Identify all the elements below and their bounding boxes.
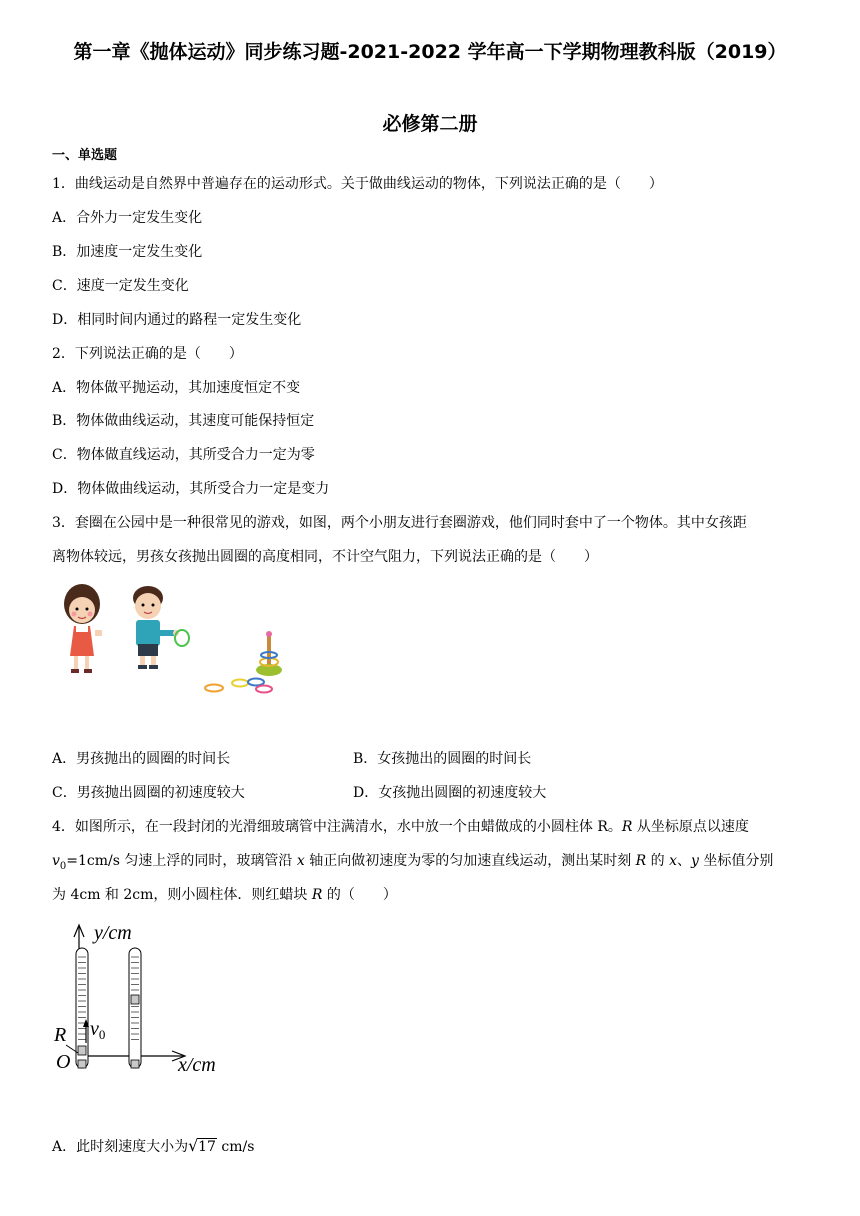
sqrt-expression: √ 17 [188, 1136, 216, 1155]
q3-option-c: C．男孩抛出圆圈的初速度较大 [52, 785, 245, 801]
held-ring [175, 630, 189, 646]
boy-figure [133, 586, 179, 669]
wax-block-r [78, 1046, 86, 1055]
q3-stem-line1: 3．套圈在公园中是一种很常见的游戏，如图，两个小朋友进行套圈游戏，他们同时套中了一个物体。其中女孩距 [52, 515, 747, 531]
q2-option-d: D．物体做曲线运动，其所受合力一定是变力 [52, 481, 330, 497]
label-x-axis: x/cm [178, 1054, 216, 1076]
label-origin: O [56, 1051, 71, 1073]
q4-stem-line1: 4．如图所示，在一段封闭的光滑细玻璃管中注满清水，水中放一个由蜡做成的小圆柱体 R。R 从坐标原点以速度 [52, 819, 749, 835]
q1-option-c: C．速度一定发生变化 [52, 278, 189, 294]
page-subtitle: 必修第二册 [382, 113, 478, 135]
label-v0: $v_0$ [90, 1018, 106, 1042]
page-title: 第一章《抛体运动》同步练习题-2021-2022 学年高一下学期物理教科版（2019） [73, 41, 787, 63]
q3-option-a: A．男孩抛出的圆圈的时间长 [52, 751, 231, 767]
label-y-axis: y/cm [94, 922, 132, 944]
q1-option-d: D．相同时间内通过的路程一定发生变化 [52, 312, 302, 328]
ground-ring-yellow [232, 680, 248, 687]
q4-option-a: A．此时刻速度大小为 √ 17 cm/s [52, 1136, 255, 1155]
q4-stem-line2: $v_0=1cm/s$ 匀速上浮的同时，玻璃管沿 x 轴正向做初速度为零的匀加速直线运动，测出某时刻 R 的 x、y 坐标值分别 [52, 853, 774, 872]
q3-stem-line2: 离物体较远，男孩女孩抛出圆圈的高度相同，不计空气阻力，下列说法正确的是（ ） [52, 549, 598, 565]
q1-option-b: B．加速度一定发生变化 [52, 244, 203, 260]
q2-option-c: C．物体做直线运动，其所受合力一定为零 [52, 447, 315, 463]
peg-target [256, 631, 282, 676]
q1-stem: 1．曲线运动是自然界中普遍存在的运动形式。关于做曲线运动的物体，下列说法正确的是（ ） [52, 176, 663, 192]
ground-ring-pink [256, 686, 272, 693]
section-heading: 一、单选题 [52, 148, 118, 163]
ground-ring-orange [205, 685, 223, 692]
glass-tube-left [76, 948, 88, 1068]
glass-tube-figure [48, 915, 248, 1085]
q2-option-a: A．物体做平抛运动，其加速度恒定不变 [52, 380, 301, 396]
girl-figure [64, 584, 102, 673]
q3-option-d: D．女孩抛出圆圈的初速度较大 [353, 785, 547, 801]
q1-option-a: A．合外力一定发生变化 [52, 210, 203, 226]
ring-toss-illustration [52, 578, 302, 698]
q2-option-b: B．物体做曲线运动，其速度可能保持恒定 [52, 413, 315, 429]
q3-option-b: B．女孩抛出的圆圈的时间长 [353, 751, 532, 767]
ground-ring-blue [248, 679, 264, 686]
q2-stem: 2．下列说法正确的是（ ） [52, 346, 243, 362]
q4-stem-line3: 为 4cm 和 2cm，则小圆柱体．则红蜡块 R 的（ ） [52, 887, 397, 903]
label-r: R [54, 1024, 67, 1046]
glass-tube-right [129, 948, 141, 1068]
